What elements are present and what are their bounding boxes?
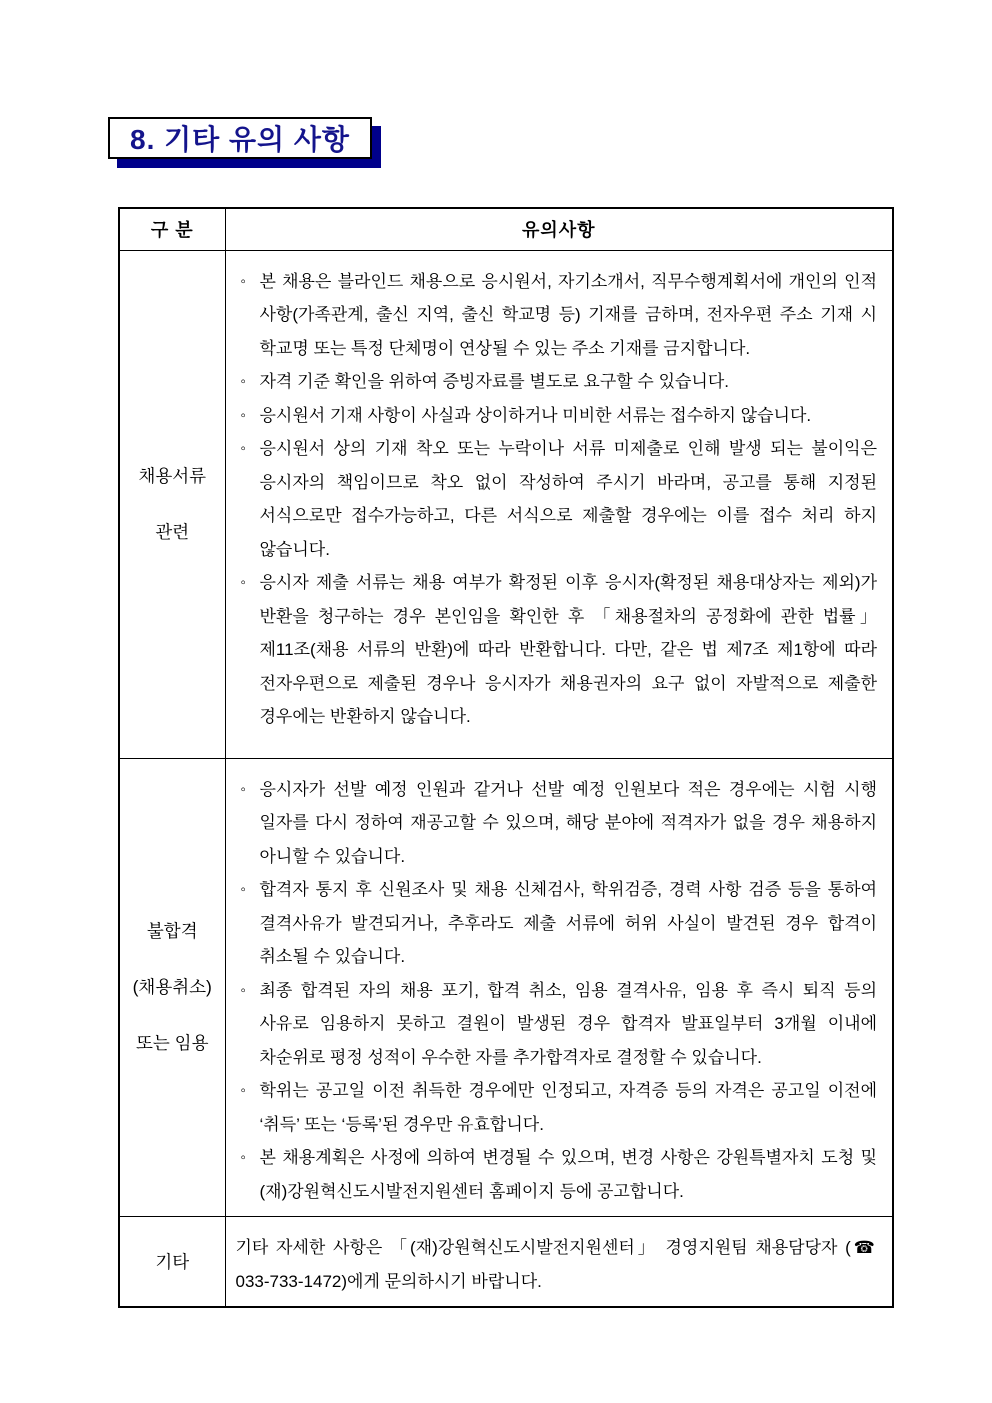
notice-item xyxy=(226,432,878,566)
bullet-icon: ◦ xyxy=(240,406,246,424)
section-title: 8. 기타 유의 사항 xyxy=(130,124,350,155)
bullet-icon: ◦ xyxy=(240,881,246,898)
notice-item-text: 본 채용계획은 사정에 의하여 변경될 수 있으며, 변경 사항은 강원특별자치 도청 및 (재)강원혁신도시발전지원센터 홈페이지 등에 공고합니다. xyxy=(259,1148,877,1201)
notice-item xyxy=(226,265,878,366)
notice-item-text: 응시자 제출 서류는 채용 여부가 확정된 이후 응시자(확정된 채용대상자는 제외)가 반환을 청구하는 경우 본인임을 확인한 후 「채용절차의 공정화에 관한 법률」 제11조(채용 서류의 반환)에 따라 반환합니다. 다만, 같은 법 제7조 제1항에 따라 전자우편으로 제출된 경우나 응시자가 채용권자의 요구 없이 자발적으로 제출한 경우에는 반환하지 않습니다. xyxy=(259,573,877,726)
notice-item-text: 응시자가 선발 예정 인원과 같거나 선발 예정 인원보다 적은 경우에는 시험 시행 일자를 다시 정하여 재공고할 수 있으며, 해당 분야에 적격자가 없을 경우 채용하지 아니할 수 있습니다. xyxy=(259,779,877,866)
notice-item xyxy=(226,566,878,734)
category-line: (채용취소) xyxy=(132,977,212,998)
notice-item-text: 본 채용은 블라인드 채용으로 응시원서, 자기소개서, 직무수행계획서에 개인의 인적 사항(가족관계, 출신 지역, 출신 학교명 등) 기재를 금하며, 전자우편 주소 기재 시 학교명 또는 특정 단체명이 연상될 수 있는 주소 기재를 금지합니다. xyxy=(259,271,877,358)
table-row-disqualification xyxy=(119,758,893,1217)
category-line: 불합격 xyxy=(146,921,198,942)
bullet-icon: ◦ xyxy=(240,574,246,591)
notice-item xyxy=(226,1141,878,1208)
bullet-icon: ◦ xyxy=(240,373,246,390)
table-row-documents xyxy=(119,250,893,758)
notes-cell-documents xyxy=(225,250,893,758)
category-line: 관련 xyxy=(155,522,190,542)
table-header-row xyxy=(119,208,893,250)
category-line: 채용서류 xyxy=(138,466,207,486)
category-line: 또는 임용 xyxy=(136,1033,209,1054)
notice-item xyxy=(226,974,878,1075)
notice-item-text: 응시원서 상의 기재 착오 또는 누락이나 서류 미제출로 인해 발생 되는 불이익은 응시자의 책임이므로 착오 없이 작성하여 주시기 바라며, 공고를 통해 지정된 서식으로만 접수가능하고, 다른 서식으로 제출할 경우에는 이를 접수 처리 하지 않습니다. xyxy=(259,439,877,559)
notice-item xyxy=(226,873,878,974)
bullet-icon: ◦ xyxy=(240,780,246,798)
bullet-icon: ◦ xyxy=(240,440,246,457)
notes-cell-disqualification xyxy=(225,758,893,1217)
notice-item-text: 기타 자세한 사항은 「(재)강원혁신도시발전지원센터」 경영지원팀 채용담당자 (☎ 033-733-1472)에게 문의하시기 바랍니다. xyxy=(235,1238,875,1291)
notice-item-text: 합격자 통지 후 신원조사 및 채용 신체검사, 학위검증, 경력 사항 검증 등을 통하여 결격사유가 발견되거나, 추후라도 제출 서류에 허위 사실이 발견된 경우 합격이 취소될 수 있습니다. xyxy=(259,880,877,966)
notice-item xyxy=(226,399,878,433)
bullet-icon: ◦ xyxy=(240,272,246,290)
notice-item xyxy=(226,365,878,399)
notice-item-text: 자격 기준 확인을 위하여 증빙자료를 별도로 요구할 수 있습니다. xyxy=(259,372,729,391)
header-notes: 유의사항 xyxy=(225,208,893,250)
notice-item xyxy=(226,1074,878,1141)
bullet-icon: ◦ xyxy=(240,1082,246,1099)
section-title-box xyxy=(108,117,372,159)
table-row-other xyxy=(119,1217,893,1308)
bullet-icon: ◦ xyxy=(240,1149,246,1166)
notice-item-text: 학위는 공고일 이전 취득한 경우에만 인정되고, 자격증 등의 자격은 공고일 이전에 ‘취득’ 또는 ‘등록’된 경우만 유효합니다. xyxy=(259,1081,877,1134)
category-cell-disqualification xyxy=(119,758,225,1217)
notice-item xyxy=(226,773,878,874)
notice-item-text: 응시원서 기재 사항이 사실과 상이하거나 미비한 서류는 접수하지 않습니다. xyxy=(259,405,812,425)
category-cell-documents xyxy=(119,250,225,758)
category-cell-other xyxy=(119,1217,225,1308)
category-line: 기타 xyxy=(155,1251,190,1272)
notes-cell-other xyxy=(225,1217,893,1308)
bullet-icon: ◦ xyxy=(240,981,246,999)
header-category: 구 분 xyxy=(119,208,225,250)
notice-item-text: 최종 합격된 자의 채용 포기, 합격 취소, 임용 결격사유, 임용 후 즉시 퇴직 등의 사유로 임용하지 못하고 결원이 발생된 경우 합격자 발표일부터 3개월 이내에 차순위로 평정 성적이 우수한 자를 추가합격자로 결정할 수 있습니다. xyxy=(259,980,877,1067)
notice-table xyxy=(118,207,894,1308)
